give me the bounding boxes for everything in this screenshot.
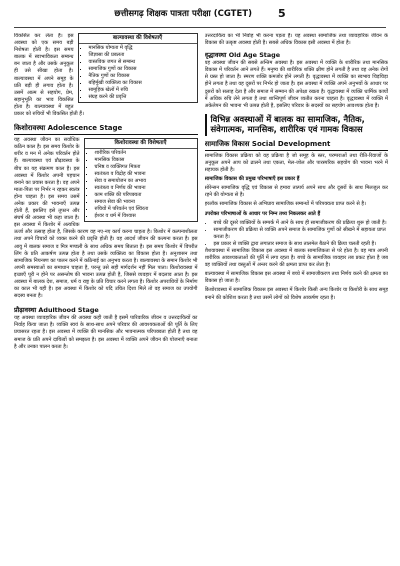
list-item: ▪ बहिर्मुखी व्यक्तित्व का विकास (89, 80, 194, 87)
list-item: ▪ संग्रह करने की प्रवृत्ति (89, 94, 194, 101)
feature-list (79, 44, 197, 102)
adolescence-features-box (84, 138, 198, 222)
list-item: ▪ वास्तविक जगत से सम्बन्ध (89, 59, 194, 66)
definition-sorenson: सोरेन्सन सामाजिक वृद्धि एवं विकास से हमारा तात्पर्य अपने साथ और दूसरों के साथ मिलजुल कर रहने की योग्यता से है। (204, 185, 388, 199)
box-title: किशोरावस्था की विशेषताएँ (85, 139, 197, 149)
body-paragraph: यह अवस्था जीवन का सर्वाधिक कठिन काल है। इस समय किशोर के शरीर व मन में अनेक परिवर्तन होते हैं। बाल्यावस्था एवं प्रौढ़ावस्था के बीच का यह संक्रमण काल है। इस अवस्था में किशोर अपनी पहचान बनाने का प्रयास करता है। वह अपने माता-पिता पर निर्भर न रहकर स्वतंत्र होना चाहता है। इस समय उसमें अनेक प्रकार की भावनाएँ उत्पन्न होती हैं, इसलिए इसे तूफान और संघर्ष की अवस्था भी कहा जाता है। इस अवस्था में किशोर में अत्यधिक ऊर्जा और उत्साह होता है, जिसके कारण वह नए-नए कार्य करना चाहता है। किशोर में कल्पनाशीलता तथा अपने विचारों को व्यक्त करने की प्रवृत्ति होती है। वह आदर्श जीवन की कल्पना करता है। इस आयु में बालक समाज व मित्र मण्डली के साथ अधिक समय बिताता है। इस समय किशोर में विपरीत लिंग के प्रति आकर्षण उत्पन्न होता है तथा उसके व्यक्तित्व का विकास होता है। अनुशासन तथा सामाजिक नियन्त्रण का पालन करने में कठिनाई का अनुभव करता है। बाल्यावस्था के समान किशोर भी अपनी समस्याओं का समाधान चाहता है, परन्तु उसे सही मार्गदर्शन नहीं मिल पाता। किशोरावस्था में इच्छाएँ पूरी न होने पर असन्तोष की भावना उत्पन्न होती है, जिससे व्यवहार में बदलाव आता है। इस अवस्था में बालक देश, समाज, धर्म व राष्ट्र के प्रति विचार करने लगता है। किशोर अपराधियों के निर्माण का काल भी यही है। इस अवस्था में किशोर को यदि उचित दिशा मिले तो वह समाज का उपयोगी सदस्य बनता है। (14, 137, 198, 300)
left-column (14, 33, 198, 560)
section-heading: किशोरावस्था Adolescence Stage (14, 124, 198, 135)
definition-hurlock: हरलॉक सामाजिक विकास से अभिप्राय सामाजिक सम्बन्धों में परिपक्वता प्राप्त करने से है। (204, 201, 366, 208)
right-column (205, 33, 389, 560)
list-item: ▪ जिज्ञासा की प्रबलता (89, 52, 194, 59)
list-item: ▪ सामाजिक गुणों का विकास (89, 66, 194, 73)
list-item: ▪ सामूहिक खेलों में रुचि (89, 87, 194, 94)
body-paragraph: यह अवस्था व्यावहारिक जीवन की अवस्था कही जाती है इसमें पारिवारिक जीवन व उत्तरदायित्वों का निर्वाह किया जाता है। व्यक्ति स्वयं के साथ-साथ अपने परिवार की आवश्यकताओं की पूर्ति के लिए प्रयासरत रहता है। इस अवस्था में व्यक्ति की मानसिक और भावनात्मक परिपक्वता होती है तथा वह समाज के प्रति अपने दायित्वों को समझता है। इस अवस्था में व्यक्ति अपने जीवन की योजनाएँ बनाता है और उनका पालन करता है। (14, 315, 198, 350)
content-columns (14, 33, 388, 560)
list-item: ▪ घनिष्ठ व व्यक्तिगत मित्रता (95, 164, 194, 171)
box-title: बाल्यावस्था की विशेषताएँ (79, 34, 197, 44)
childhood-features-box (78, 33, 198, 103)
list-item: ▪ सेवा व समायोजन का अभाव (95, 178, 194, 185)
body-paragraph: सामाजिक विकास प्रक्रिया को वह प्रक्रिया है जो समूह के स्तर, परम्पराओं तथा रीति-रिवाजों के अनुकूल अपने आप को ढालने तथा एकता, मेल-जोल और पारस्परिक सहयोग की भावना भरने में सहायक होती है। (204, 152, 388, 174)
list-item: ▪ मानसिक योग्यता में वृद्धि (89, 45, 194, 52)
list-item: ▪ स्वतंत्रता व निर्णय की भावना (95, 185, 194, 192)
body-paragraph: शैशवावस्था में सामाजिक विकास इस अवस्था में बालक सामाजिकता से परे होता है। वह मात्र अपनी शारीरिक आवश्यकताओं की पूर्ति में लगा रहता है। बच्चे के सामाजिक व्यवहार तब प्रकट होता है जब वह व्यक्तियों तथा वस्तुओं में अन्तर करने की क्षमता प्राप्त कर लेता है। (204, 247, 388, 269)
chapter-heading: विभिन्न अवस्थाओं में बालक का सामाजिक, नैतिक, संवेगात्मक, मानसिक, शारीरिक एवं गामक विकास (205, 114, 389, 136)
section-heading: प्रौढ़ावस्था Adulthood Stage (14, 306, 99, 315)
list-item: ▪ काम शक्ति की परिपक्वता (95, 192, 194, 199)
list-item: • सामाजीकरण की प्रक्रिया से व्यक्ति अपने समाज के सामाजिक गुणों को सीखने में सहायता प्राप्त करता है। (214, 227, 389, 241)
body-paragraph: यह अवस्था जीवन की सबसे अन्तिम अवस्था है। इस अवस्था में व्यक्ति के शारीरिक तथा मानसिक विकास में परिवर्तन आने लगते हैं। मनुष्य की शारीरिक शक्ति क्षीण होने लगती है तथा वह अनेक रोगों से ग्रस्त हो जाता है। स्मरण शक्ति कमजोर होने लगती है। वृद्धावस्था में व्यक्ति का स्वभाव चिड़चिड़ा होने लगता है तथा वह दूसरों पर निर्भर हो जाता है। इस अवस्था में व्यक्ति अपने अनुभवों के आधार पर दूसरों को सलाह देता है और समाज में सम्मान की अपेक्षा रखता है। वृद्धावस्था में व्यक्ति धार्मिक कार्यों में अधिक रुचि लेने लगता है तथा शान्तिपूर्ण जीवन व्यतीत करना चाहता है। वृद्धावस्था में व्यक्ति में अकेलेपन की भावना भी उत्पन्न होती है, इसलिए परिवार के सदस्यों का सहयोग आवश्यक होता है। (204, 60, 388, 109)
list-item: ▪ ईश्वर व धर्म में विश्वास (95, 213, 194, 220)
list-item: ▪ स्वतंत्रता व विद्रोह की भावना (95, 171, 194, 178)
body-paragraph: बाल्यावस्था में सामाजिक विकास इस अवस्था में बच्चे में सामाजीकरण तथा निर्णय करने की क्षमता का विकास हो जाता है। (204, 271, 388, 285)
facts-heading: उपरोक्त परिभाषाओं के आधार पर निम्न तथ्य निकलकर आते हैं (204, 210, 321, 217)
list-item: ▪ नैतिक गुणों का विकास (89, 73, 194, 80)
facts-list (205, 220, 389, 248)
exam-title: छत्तीसगढ़ शिक्षक पात्रता परीक्षा (CGTET) (114, 9, 252, 19)
list-item: ▪ समाज सेवा की भावना (95, 199, 194, 206)
list-item: • इस प्रकार से व्यक्ति द्वारा लगातार समाज के साथ तालमेल बैठाने की क्रिया चलती रहती है। (214, 241, 389, 248)
feature-list (85, 149, 197, 221)
list-item: ▪ रुचियों में परिवर्तन एवं स्थिरता (95, 206, 194, 213)
page-header (14, 0, 386, 28)
page-number: 5 (277, 7, 286, 20)
section-heading: वृद्धावस्था Old Age Stage (204, 51, 281, 60)
body-paragraph: उत्तरदायित्व का भी निर्वाह भी करना पड़ता है। यह अवस्था सामाजिक तथा व्यावहारिक जीवन के विकास की उत्कृष्ट अवस्था होती है। सबसे अधिक विकास इसी अवस्था में होता है। (204, 33, 388, 47)
list-item: ▪ शारीरिक परिवर्तन (95, 150, 194, 157)
definition-intro: सामाजिक विकास की प्रमुख परिभाषाएँ इस प्रकार हैं (204, 176, 300, 183)
intro-paragraph: विकसित कर लेता है। इस अवस्था को एक समय बड़ी निशेषता होती है। इस समय बालक में स्वाभाविकता सम्बन्ध बन जाता है और उसके अनुकूल ही उसे सीखा होता है। बाल्यावस्था में अपने समूह के प्रति बड़ी ही लगाव होता है। उसमें आत्म से सहयोग, प्रेम, सहानुभूति का भाव विकसित होता है। बाल्यावस्था में बहुत प्रकार को रुचियों भी विकसित होती हैं। (14, 33, 84, 118)
list-item: ▪ मानसिक विकास (95, 157, 194, 164)
list-item: • बच्चे की दूसरे व्यक्तियों के सम्पर्क में आने के साथ ही सामाजीकरण की प्रक्रिया शुरू हो जाती है। (214, 220, 389, 227)
body-paragraph: किशोरावस्था में सामाजिक विकास इस अवस्था में किशोर किसी अन्य किशोर या किशोरी के साथ समूह बनाने की कोशिश करता है तथा उसमें लोगों को विशेष आकर्षण रहता है। (204, 287, 388, 301)
section-heading: सामाजिक विकास Social Development (205, 140, 389, 151)
